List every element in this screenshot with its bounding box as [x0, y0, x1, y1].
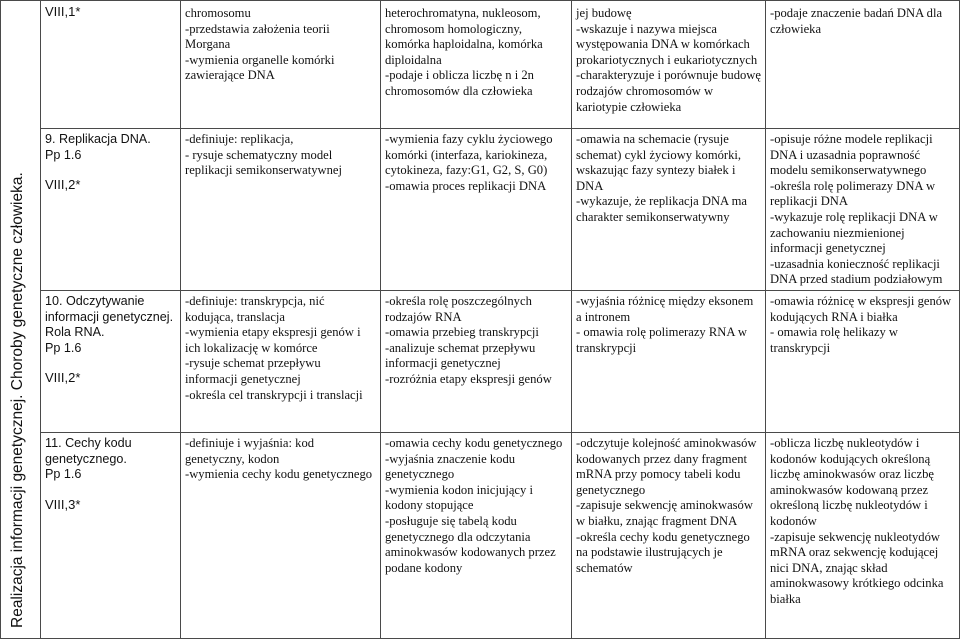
unit-cell — [41, 1, 181, 129]
cell-text: -definiuje i wyjaśnia: kod genetyczny, kodon -wymienia cechy kodu genetycznego — [185, 435, 373, 482]
table-row — [1, 290, 960, 432]
content-cell — [766, 290, 960, 432]
unit-level: VIII,1* — [45, 4, 81, 19]
content-cell — [181, 290, 381, 432]
unit-level: VIII,2* — [45, 177, 81, 193]
unit-level: VIII,2* — [45, 370, 81, 386]
cell-text: -oblicza liczbę nukleotydów i kodonów kodujących określoną liczbę aminokwasów oraz liczbę aminokwasów kodowaną przez określoną liczbę nukleotydów i kodonów -zapisuje sekwencję nukleotydów mRNA oraz sekwencję kodującej nici DNA, znając skład aminokwasowy krótkiego odcinka białka — [770, 435, 944, 606]
unit-core-reference: Pp 1.6 — [45, 147, 82, 162]
cell-text: heterochromatyna, nukleosom, chromosom homologiczny, komórka haploidalna, komórka diploidalna -podaje i oblicza liczbę n i 2n chromosomów dla człowieka — [385, 6, 543, 98]
content-cell — [766, 129, 960, 291]
section-title-cell — [1, 1, 41, 639]
table-row — [1, 432, 960, 638]
unit-cell — [41, 432, 181, 638]
unit-core-reference: Pp 1.6 — [45, 467, 82, 482]
cell-text: -definiuje: transkrypcja, nić kodująca, translacja -wymienia etapy ekspresji genów i ich lokalizację w komórce -rysuje schemat przepływu informacji genetycznej -określa cel transkrypcji i translacji — [185, 293, 363, 402]
content-cell — [181, 432, 381, 638]
cell-text: -omawia na schemacie (rysuje schemat) cykl życiowy komórki, wskazując fazy syntezy białek i DNA -wykazuje, że replikacja DNA ma charakter semikonserwatywny — [576, 132, 747, 224]
content-cell — [381, 432, 572, 638]
unit-core-reference: Pp 1.6 — [45, 340, 82, 355]
content-cell — [181, 129, 381, 291]
cell-text: -omawia różnicę w ekspresji genów kodujących RNA i białka - omawia rolę helikazy w transkrypcji — [770, 293, 952, 355]
content-cell — [572, 290, 766, 432]
cell-text: -podaje znaczenie badań DNA dla człowieka — [770, 6, 943, 36]
unit-level: VIII,3* — [45, 496, 81, 512]
cell-text: -wyjaśnia różnicę między eksonem a intronem - omawia rolę polimerazy RNA w transkrypcji — [576, 293, 754, 355]
content-cell — [572, 129, 766, 291]
cell-text: jej budowę -wskazuje i nazywa miejsca występowania DNA w komórkach prokariotycznych i eukariotycznych -charakteryzuje i porównuje budowę rodzajów chromosomów w kariotypie człowieka — [576, 6, 761, 114]
content-cell — [766, 1, 960, 129]
unit-title: 9. Replikacja DNA. — [45, 132, 151, 146]
unit-cell — [41, 290, 181, 432]
cell-text: -definiuje: replikacja, - rysuje schematyczny model replikacji semikonserwatywnej — [185, 132, 343, 178]
unit-cell — [41, 129, 181, 291]
table-row — [1, 1, 960, 129]
content-cell — [381, 129, 572, 291]
cell-text: -wymienia fazy cyklu życiowego komórki (interfaza, kariokineza, cytokineza, fazy:G1, G2, S, G0) -omawia proces replikacji DNA — [385, 132, 553, 193]
content-cell — [181, 1, 381, 129]
cell-text: -opisuje różne modele replikacji DNA i uzasadnia poprawność modelu semikonserwatywnego -określa rolę polimerazy DNA w replikacji DNA -wykazuje rolę replikacji DNA w zachowaniu niezmienionej informacji genetycznej -uzasadnia konieczność replikacji DNA przed stadium podziałowym — [770, 132, 943, 287]
cell-text: -omawia cechy kodu genetycznego -wyjaśnia znaczenie kodu genetycznego -wymienia kodon inicjujący i kodony stopujące -posługuje się tabelą kodu genetycznego dla odczytania aminokwasów kodowanych przez podane kodony — [385, 435, 563, 575]
cell-text: -określa rolę poszczególnych rodzajów RNA -omawia przebieg transkrypcji -analizuje schemat przepływu informacji genetycznej -rozróżnia etapy ekspresji genów — [385, 293, 552, 386]
content-cell — [572, 1, 766, 129]
table-row — [1, 129, 960, 291]
content-cell — [381, 290, 572, 432]
content-cell — [572, 432, 766, 638]
unit-title: 10. Odczytywanie informacji genetycznej. Rola RNA. — [45, 293, 174, 340]
content-cell — [381, 1, 572, 129]
section-title: Realizacja informacji genetycznej. Choroby genetyczne człowieka. — [9, 172, 26, 628]
content-cell — [766, 432, 960, 638]
cell-text: chromosomu -przedstawia założenia teorii Morgana -wymienia organelle komórki zawierające DNA — [185, 6, 335, 83]
cell-text: -odczytuje kolejność aminokwasów kodowanych przez dany fragment mRNA przy pomocy tabeli kodu genetycznego -zapisuje sekwencję aminokwasów w białku, znając fragment DNA -określa cechy kodu genetycznego na podstawie ilustrujących je schematów — [576, 435, 757, 575]
unit-title: 11. Cechy kodu genetycznego. — [45, 435, 132, 466]
